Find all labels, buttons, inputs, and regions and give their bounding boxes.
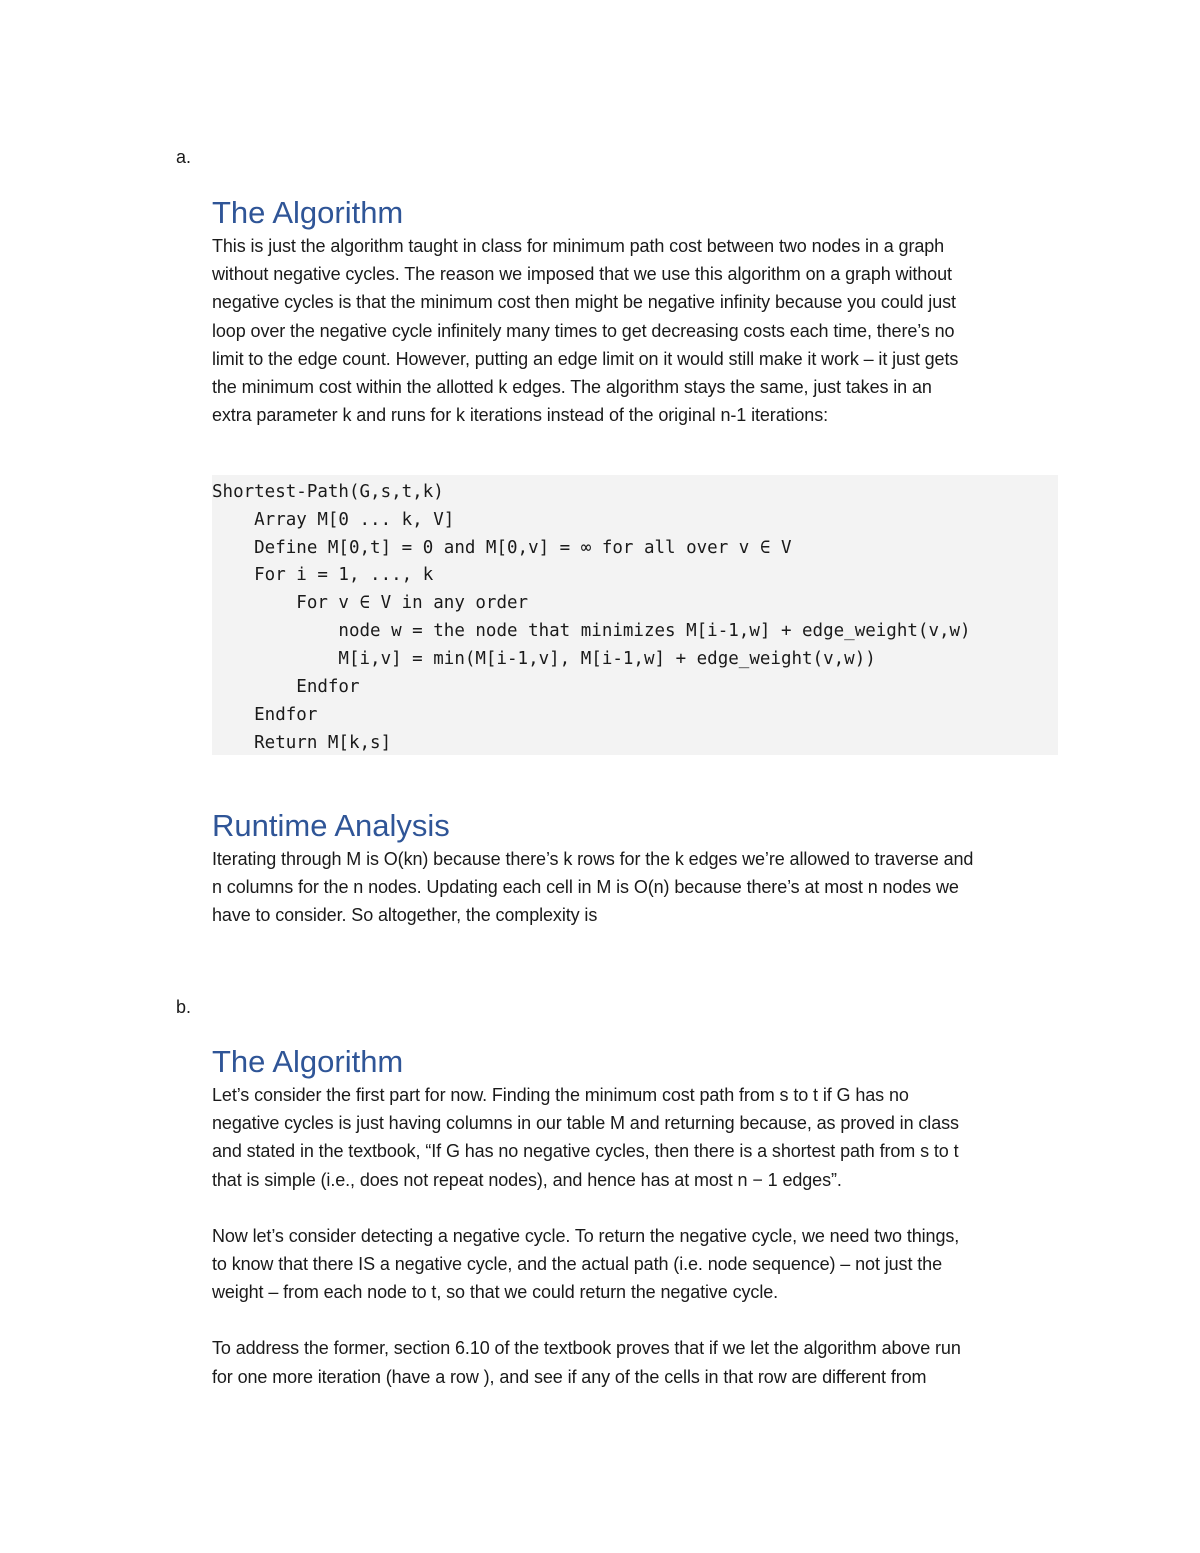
text-line: the minimum cost within the allotted k edges. The algorithm stays the same, just takes in an — [212, 377, 932, 398]
list-marker-a: a. — [176, 147, 192, 167]
text-line: limit to the edge count. However, putting an edge limit on it would still make it work – it just gets — [212, 348, 959, 369]
heading-the-algorithm-a: The Algorithm — [212, 195, 404, 230]
text-line: negative cycles is that the minimum cost then might be negative infinity because you could just — [212, 292, 956, 313]
text-line: Let’s consider the first part for now. Finding the minimum cost path from s to t if G has no — [212, 1085, 909, 1105]
paragraph-b-negative-cycle — [212, 1222, 1062, 1307]
section-a-algorithm — [212, 193, 1062, 429]
code-line: Endfor — [212, 677, 360, 697]
code-line: Array M[0 ... k, V] — [212, 510, 455, 530]
text-line: to know that there IS a negative cycle, and the actual path (i.e. node sequence) – not just the — [212, 1254, 942, 1275]
code-line: For i = 1, ..., k — [212, 565, 434, 585]
text-line: loop over the negative cycle infinitely many times to get decreasing costs each time, there’s no — [212, 320, 955, 341]
paragraph-runtime — [212, 845, 1062, 930]
section-b-algorithm — [212, 1042, 1062, 1391]
text-line: that is simple (i.e., does not repeat nodes), and hence has at most n − 1 edges”. — [212, 1169, 842, 1190]
code-line: Define M[0,t] = 0 and M[0,v] = ∞ for all over v ∈ V — [212, 538, 792, 558]
paragraph-b-first-part — [212, 1081, 1062, 1194]
code-line: node w = the node that minimizes M[i-1,w] + edge_weight(v,w) — [212, 621, 971, 641]
text-line: without negative cycles. The reason we imposed that we use this algorithm on a graph without — [212, 264, 952, 285]
text-line: and stated in the textbook, “If G has no negative cycles, then there is a shortest path from s to t — [212, 1141, 959, 1162]
text-line: extra parameter k and runs for k iterations instead of the original n-1 iterations: — [212, 405, 829, 426]
section-a-runtime — [212, 806, 1062, 930]
text-line: Now let’s consider detecting a negative cycle. To return the negative cycle, we need two things, — [212, 1225, 960, 1246]
heading-the-algorithm-b: The Algorithm — [212, 1044, 404, 1079]
text-line: for one more iteration (have a row ), and see if any of the cells in that row are different from — [212, 1366, 927, 1387]
code-line: For v ∈ V in any order — [212, 593, 529, 613]
text-line: This is just the algorithm taught in class for minimum path cost between two nodes in a graph — [212, 236, 945, 256]
heading-runtime-analysis: Runtime Analysis — [212, 808, 450, 843]
text-line: weight – from each node to t, so that we could return the negative cycle. — [212, 1282, 779, 1303]
code-line: Shortest-Path(G,s,t,k) — [212, 482, 444, 502]
text-line: n columns for the n nodes. Updating each cell in M is O(n) because there’s at most n nodes we — [212, 877, 959, 898]
list-marker-b: b. — [176, 997, 192, 1017]
code-line: Endfor — [212, 705, 318, 725]
text-line: To address the former, section 6.10 of the textbook proves that if we let the algorithm above run — [212, 1338, 961, 1359]
code-line: M[i,v] = min(M[i-1,v], M[i-1,w] + edge_weight(v,w)) — [212, 649, 876, 669]
paragraph-b-former — [212, 1334, 1062, 1390]
code-line: Return M[k,s] — [212, 733, 392, 753]
paragraph-algorithm-a — [212, 232, 1062, 429]
pseudocode-block — [212, 475, 1058, 755]
text-line: negative cycles is just having columns in our table M and returning because, as proved in class — [212, 1113, 959, 1134]
text-line: Iterating through M is O(kn) because there’s k rows for the k edges we’re allowed to traverse and — [212, 849, 974, 869]
text-line: have to consider. So altogether, the complexity is — [212, 905, 598, 926]
